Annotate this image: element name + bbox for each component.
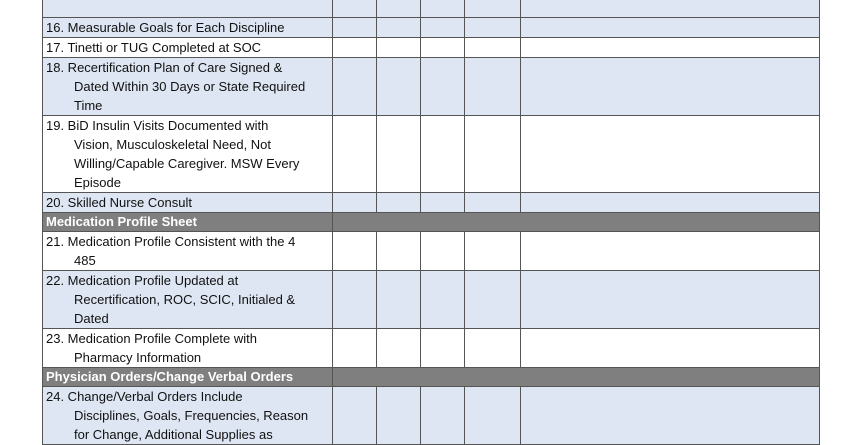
checklist-row xyxy=(43,387,820,445)
comments-cell[interactable] xyxy=(521,387,820,445)
response-cell-4[interactable] xyxy=(465,38,521,58)
checklist-row xyxy=(43,232,820,271)
item-text-line: Disciplines, Goals, Frequencies, Reason xyxy=(74,408,309,423)
item-text-line: 20. Skilled Nurse Consult xyxy=(46,195,192,210)
response-cell-3[interactable] xyxy=(421,38,465,58)
item-text-line xyxy=(46,0,329,17)
comments-cell[interactable] xyxy=(521,232,820,271)
response-cell-2[interactable] xyxy=(377,387,421,445)
response-cell-2[interactable] xyxy=(377,329,421,368)
checklist-item-label xyxy=(43,232,333,271)
response-cell-4[interactable] xyxy=(465,18,521,38)
response-cell-1[interactable] xyxy=(333,18,377,38)
comments-cell[interactable] xyxy=(521,0,820,18)
item-text-line: Dated Within 30 Days or State Required xyxy=(74,79,306,94)
section-title: Medication Profile Sheet xyxy=(43,213,333,232)
item-text-line: Willing/Capable Caregiver. MSW Every xyxy=(74,156,300,171)
checklist-item-label xyxy=(43,38,333,58)
response-cell-3[interactable] xyxy=(421,271,465,329)
item-text-line: 485 xyxy=(74,253,96,268)
response-cell-3[interactable] xyxy=(421,329,465,368)
response-cell-1[interactable] xyxy=(333,387,377,445)
item-text-line: for Change, Additional Supplies as xyxy=(74,427,273,442)
section-filler xyxy=(333,213,820,232)
item-text-line: Recertification, ROC, SCIC, Initialed & xyxy=(74,292,296,307)
item-text-line: Dated xyxy=(74,311,109,326)
checklist-item-label xyxy=(43,271,333,329)
comments-cell[interactable] xyxy=(521,271,820,329)
comments-cell[interactable] xyxy=(521,329,820,368)
checklist-item-label xyxy=(43,193,333,213)
item-text-line: Pharmacy Information xyxy=(74,350,202,365)
item-text-line: 23. Medication Profile Complete with xyxy=(46,331,257,346)
item-text-line: Time xyxy=(74,98,103,113)
response-cell-4[interactable] xyxy=(465,387,521,445)
response-cell-4[interactable] xyxy=(465,329,521,368)
response-cell-3[interactable] xyxy=(421,387,465,445)
response-cell-4[interactable] xyxy=(465,193,521,213)
response-cell-2[interactable] xyxy=(377,116,421,193)
item-text-line: Vision, Musculoskeletal Need, Not xyxy=(74,137,272,152)
checklist-row xyxy=(43,193,820,213)
comments-cell[interactable] xyxy=(521,18,820,38)
compliance-checklist-table xyxy=(42,0,820,445)
checklist-item-label xyxy=(43,0,333,18)
response-cell-4[interactable] xyxy=(465,271,521,329)
response-cell-2[interactable] xyxy=(377,58,421,116)
response-cell-3[interactable] xyxy=(421,18,465,38)
checklist-row xyxy=(43,271,820,329)
response-cell-1[interactable] xyxy=(333,58,377,116)
checklist-row xyxy=(43,116,820,193)
item-text-line: 17. Tinetti or TUG Completed at SOC xyxy=(46,40,262,55)
response-cell-1[interactable] xyxy=(333,271,377,329)
response-cell-1[interactable] xyxy=(333,329,377,368)
response-cell-3[interactable] xyxy=(421,58,465,116)
comments-cell[interactable] xyxy=(521,58,820,116)
response-cell-4[interactable] xyxy=(465,0,521,18)
checklist-row xyxy=(43,0,820,18)
response-cell-1[interactable] xyxy=(333,193,377,213)
response-cell-2[interactable] xyxy=(377,193,421,213)
response-cell-4[interactable] xyxy=(465,232,521,271)
response-cell-2[interactable] xyxy=(377,232,421,271)
checklist-item-label xyxy=(43,116,333,193)
response-cell-2[interactable] xyxy=(377,271,421,329)
response-cell-3[interactable] xyxy=(421,193,465,213)
checklist-body xyxy=(43,0,820,445)
item-text-line: 16. Measurable Goals for Each Discipline xyxy=(46,20,285,35)
response-cell-1[interactable] xyxy=(333,38,377,58)
response-cell-3[interactable] xyxy=(421,116,465,193)
section-filler xyxy=(333,368,820,387)
response-cell-1[interactable] xyxy=(333,232,377,271)
response-cell-3[interactable] xyxy=(421,232,465,271)
response-cell-1[interactable] xyxy=(333,116,377,193)
section-header-row xyxy=(43,213,820,232)
response-cell-2[interactable] xyxy=(377,18,421,38)
checklist-row xyxy=(43,38,820,58)
section-title: Physician Orders/Change Verbal Orders xyxy=(43,368,333,387)
comments-cell[interactable] xyxy=(521,38,820,58)
checklist-item-label xyxy=(43,18,333,38)
checklist-item-label xyxy=(43,58,333,116)
response-cell-4[interactable] xyxy=(465,116,521,193)
response-cell-1[interactable] xyxy=(333,0,377,18)
response-cell-2[interactable] xyxy=(377,38,421,58)
response-cell-2[interactable] xyxy=(377,0,421,18)
comments-cell[interactable] xyxy=(521,116,820,193)
checklist-row xyxy=(43,58,820,116)
checklist-item-label xyxy=(43,387,333,445)
checklist-item-label xyxy=(43,329,333,368)
item-text-line: 24. Change/Verbal Orders Include xyxy=(46,389,243,404)
item-text-line: 22. Medication Profile Updated at xyxy=(46,273,239,288)
comments-cell[interactable] xyxy=(521,193,820,213)
response-cell-4[interactable] xyxy=(465,58,521,116)
checklist-row xyxy=(43,329,820,368)
response-cell-3[interactable] xyxy=(421,0,465,18)
section-header-row xyxy=(43,368,820,387)
item-text-line: 18. Recertification Plan of Care Signed & xyxy=(46,60,283,75)
item-text-line: 21. Medication Profile Consistent with the 4 xyxy=(46,234,296,249)
item-text-line: 19. BiD Insulin Visits Documented with xyxy=(46,118,269,133)
item-text-line: Episode xyxy=(74,175,121,190)
checklist-row xyxy=(43,18,820,38)
